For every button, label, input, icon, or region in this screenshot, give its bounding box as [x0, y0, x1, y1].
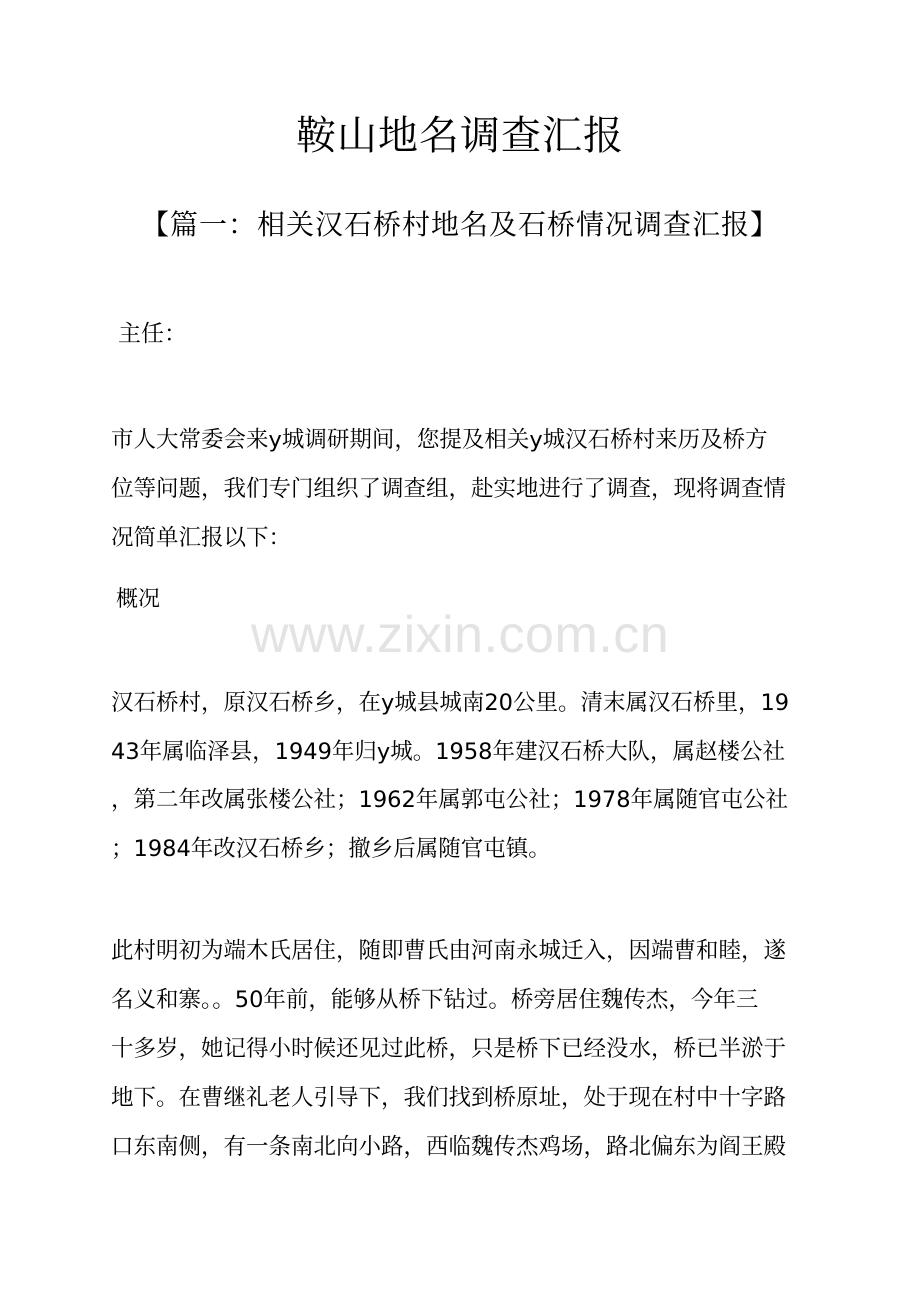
- paragraph-line: 43年属临泽县，1949年归y城。1958年建汉石桥大队，属赵楼公社: [111, 738, 785, 765]
- document-title: 鞍山地名调查汇报: [296, 113, 624, 159]
- paragraph-line: 此村明初为端木氏居住，随即曹氏由河南永城迁入，因端曹和睦，遂: [111, 938, 787, 964]
- document-subtitle: 【篇一：相关汉石桥村地名及石桥情况调查汇报】: [140, 208, 779, 241]
- salutation: 主任：: [118, 321, 187, 347]
- paragraph-line: 汉石桥村，原汉石桥乡，在y城县城南20公里。清末属汉石桥里，19: [111, 690, 790, 716]
- paragraph-line: ；1984年改汉石桥乡；撤乡后属随官屯镇。: [111, 835, 551, 862]
- paragraph-line: 名义和寨。。50年前，能够从桥下钻过。桥旁居住魏传杰，今年三: [111, 987, 759, 1013]
- watermark: www.zixin.com.cn: [250, 606, 670, 664]
- section-heading-overview: 概况: [116, 587, 161, 612]
- paragraph-overview: [111, 679, 811, 873]
- paragraph-line: 况简单汇报以下：: [111, 525, 292, 551]
- paragraph-line: 位等问题，我们专门组织了调查组，赴实地进行了调查，现将调查情: [111, 476, 787, 502]
- paragraph-line: 十多岁，她记得小时候还见过此桥，只是桥下已经没水，桥已半淤于: [111, 1036, 787, 1062]
- paragraph-intro: [111, 416, 811, 563]
- paragraph-line: ，第二年改属张楼公社；1962年属郭屯公社；1978年属随官屯公社: [111, 787, 789, 813]
- paragraph-line: 口东南侧，有一条南北向小路，西临魏传杰鸡场，路北偏东为阎王殿: [111, 1134, 787, 1160]
- paragraph-history: [111, 927, 811, 1172]
- paragraph-line: 市人大常委会来y城调研期间，您提及相关y城汉石桥村来历及桥方: [111, 427, 768, 453]
- paragraph-line: 地下。在曹继礼老人引导下，我们找到桥原址，处于现在村中十字路: [111, 1085, 787, 1111]
